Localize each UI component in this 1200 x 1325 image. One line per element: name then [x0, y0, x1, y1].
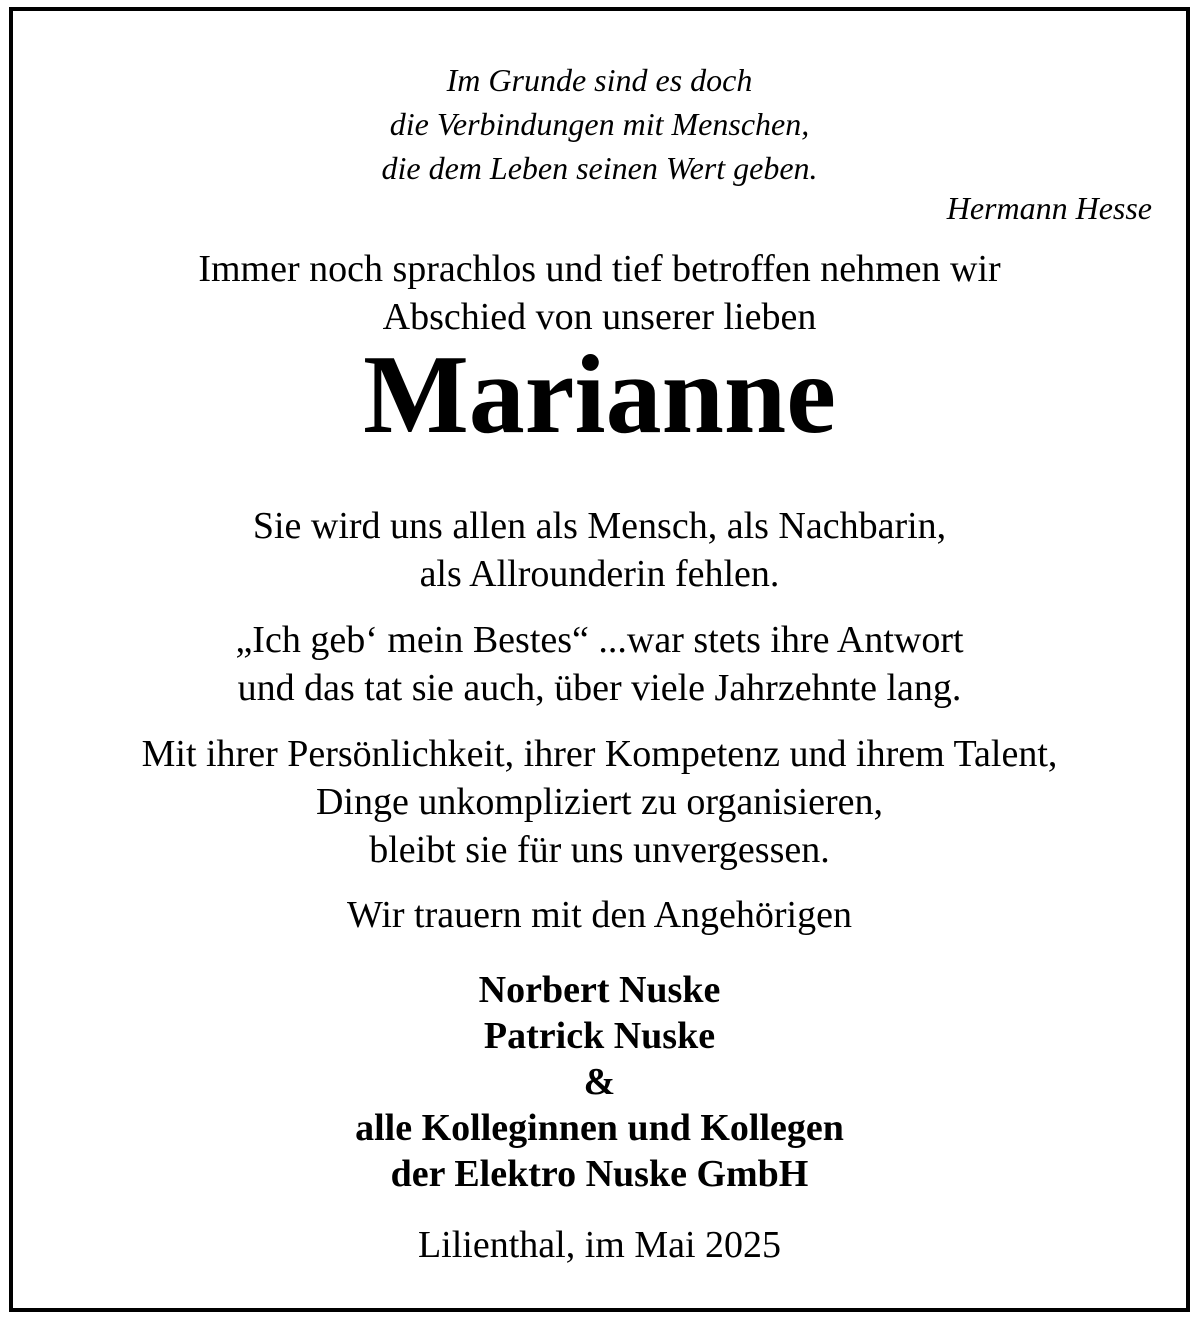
intro-line-1: Immer noch sprachlos und tief betroffen nehmen wir [198, 248, 1001, 290]
place-date: Lilienthal, im Mai 2025 [417, 1224, 782, 1266]
tribute-p2-line-2: und das tat sie auch, über viele Jahrzehnte lang. [237, 667, 962, 709]
tribute-p3-line-3: bleibt sie für uns unvergessen. [369, 829, 830, 871]
tribute-p2-line-1: „Ich geb‘ mein Bestes“ ...war stets ihre Antwort [235, 619, 964, 661]
tribute-p3-line-2: Dinge unkompliziert zu organisieren, [315, 781, 884, 823]
tribute-p3-line-1: Mit ihrer Persönlichkeit, ihrer Kompetenz und ihrem Talent, [141, 733, 1058, 775]
mourning-line: Wir trauern mit den Angehörigen [347, 894, 852, 936]
deceased-name: Marianne [363, 333, 836, 457]
signer-2: Patrick Nuske [483, 1015, 716, 1057]
signer-ampersand: & [583, 1061, 616, 1103]
quote-line-1: Im Grunde sind es doch [446, 62, 753, 98]
tribute-p1-line-2: als Allrounderin fehlen. [419, 553, 780, 595]
signer-3: alle Kolleginnen und Kollegen [355, 1107, 844, 1149]
signer-1: Norbert Nuske [478, 969, 721, 1011]
quote-line-2: die Verbindungen mit Menschen, [389, 106, 810, 142]
quote-line-3: die dem Leben seinen Wert geben. [381, 150, 818, 186]
quote-author: Hermann Hesse [946, 190, 1152, 226]
signer-4: der Elektro Nuske GmbH [390, 1153, 809, 1195]
obituary-notice [9, 7, 1190, 1312]
intro-line-2: Abschied von unserer lieben [382, 296, 817, 338]
tribute-p1-line-1: Sie wird uns allen als Mensch, als Nachbarin, [252, 505, 947, 547]
